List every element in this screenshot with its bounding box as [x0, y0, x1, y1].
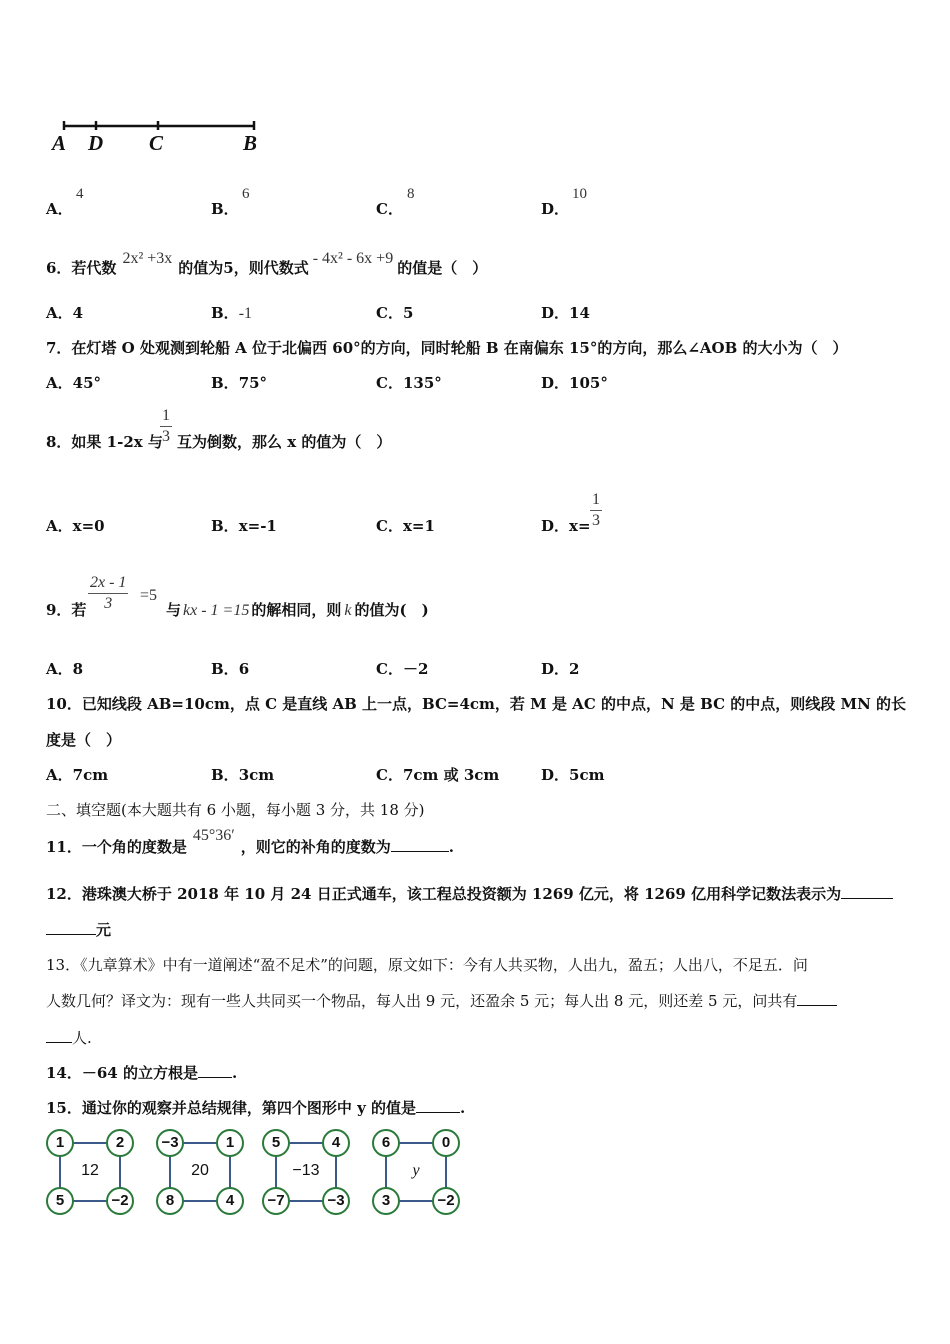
figure-1 — [44, 1127, 140, 1221]
q12-question-line2: 元 — [46, 920, 111, 940]
q9-equals: =5 — [140, 587, 158, 604]
q13-question-line1: 13．《九章算术》中有一道阐述“盈不足术”的问题，原文如下：今有人共买物，人出九，盈五；人出八，不足五．问 — [46, 956, 808, 974]
figure-node-tl: 6 — [372, 1129, 400, 1157]
q9-option-a[interactable]: A．8 — [46, 660, 84, 678]
q11-angle: 45°36′ — [192, 827, 235, 844]
q6-option-b[interactable]: B．-1 — [211, 304, 253, 322]
q8-option-c[interactable]: C．x=1 — [376, 517, 435, 535]
figure-4 — [370, 1127, 466, 1221]
q11-question: 11．一个角的度数是45°36′，则它的补角的度数为 . — [46, 827, 455, 856]
q9-question-prefix: 9．若 — [46, 601, 87, 619]
figure-node-bl: 5 — [46, 1187, 74, 1215]
q7-option-b[interactable]: B．75° — [211, 374, 268, 392]
q9-option-c[interactable]: C．－2 — [376, 660, 429, 678]
q5-option-a-value: 4 — [76, 186, 84, 202]
q12-answer-blank-2[interactable] — [46, 920, 96, 935]
q14-question: 14．－64 的立方根是 . — [46, 1064, 238, 1082]
section-2-heading: 二、填空题(本大题共有 6 小题，每小题 3 分，共 18 分) — [46, 801, 425, 819]
q13-question-line2: 人数几何？译文为：现有一些人共同买一个物品，每人出 9 元，还盈余 5 元；每人出 8 元，则还差 5 元，问共有 — [46, 991, 837, 1011]
q5-option-c-value: 8 — [407, 186, 415, 202]
q7-question: 7．在灯塔 O 处观测到轮船 A 位于北偏西 60°的方向，同时轮船 B 在南偏东 15°的方向，那么∠AOB 的大小为（ ） — [46, 339, 848, 357]
q6-option-d[interactable]: D．14 — [541, 304, 590, 322]
q6-question: 6．若代数2x² +3x的值为5，则代数式- 4x² - 6x +9的值是（ ） — [46, 250, 488, 277]
q10-option-d[interactable]: D．5cm — [541, 766, 605, 784]
q5-option-c[interactable]: C． — [376, 200, 403, 218]
point-d-label: D — [88, 131, 104, 155]
figure-node-br: −3 — [322, 1187, 350, 1215]
q13-answer-blank-1[interactable] — [797, 991, 837, 1006]
q7-option-c[interactable]: C．135° — [376, 374, 442, 392]
figure-2 — [154, 1127, 250, 1221]
q9-fraction: $\frac{2x - 1}{3}$ — [90, 574, 127, 612]
figure-node-tl: 1 — [46, 1129, 74, 1157]
q8-option-d-fraction: $\frac{1}{3}$ — [592, 491, 600, 529]
q8-question-suffix: 互为倒数，那么 x 的值为（ ） — [177, 433, 392, 451]
q10-option-a[interactable]: A．7cm — [46, 766, 109, 784]
q7-option-d[interactable]: D．105° — [541, 374, 608, 392]
figure-node-br: 4 — [216, 1187, 244, 1215]
q13-answer-blank-2[interactable] — [46, 1028, 72, 1043]
q8-option-a[interactable]: A．x=0 — [46, 517, 105, 535]
q5-option-d[interactable]: D． — [541, 200, 570, 218]
q10-question-line2: 度是（ ） — [46, 731, 122, 749]
q13-question-line3: 人. — [46, 1028, 92, 1048]
q8-option-d[interactable]: D．x= — [541, 517, 591, 535]
q12-question-line1: 12．港珠澳大桥于 2018 年 10 月 24 日正式通车，该工程总投资额为 1269 亿元，将 1269 亿用科学记数法表示为 — [46, 884, 893, 904]
figure-node-br: −2 — [106, 1187, 134, 1215]
figure-node-br: −2 — [432, 1187, 460, 1215]
q5-option-a[interactable]: A． — [46, 200, 73, 218]
figure-3 — [260, 1127, 356, 1221]
figure-center-value: −13 — [292, 1162, 320, 1179]
q10-option-c[interactable]: C．7cm 或 3cm — [376, 766, 500, 784]
point-a-label: A — [52, 131, 67, 155]
q6-expr2: - 4x² - 6x +9 — [312, 250, 394, 267]
q10-option-b[interactable]: B．3cm — [211, 766, 275, 784]
figure-node-tl: −3 — [156, 1129, 184, 1157]
q9-option-d[interactable]: D．2 — [541, 660, 580, 678]
q6-expr1: 2x² +3x — [122, 250, 173, 267]
q12-answer-blank-1[interactable] — [841, 884, 893, 899]
figure-node-tr: 1 — [216, 1129, 244, 1157]
point-c-label: C — [149, 131, 164, 155]
q14-answer-blank[interactable] — [198, 1063, 232, 1078]
q7-option-a[interactable]: A．45° — [46, 374, 102, 392]
figure-node-tr: 4 — [322, 1129, 350, 1157]
q6-option-c[interactable]: C．5 — [376, 304, 414, 322]
figure-node-bl: 8 — [156, 1187, 184, 1215]
q10-question-line1: 10．已知线段 AB=10cm，点 C 是直线 AB 上一点，BC=4cm，若 M 是 AC 的中点，N 是 BC 的中点，则线段 MN 的长 — [46, 695, 907, 713]
q9-question-rest: 与 kx - 1 =15 的解相同，则 k 的值为( ) — [166, 601, 429, 619]
q8-question-prefix: 8．如果 1-2x 与 — [46, 433, 163, 451]
figure-node-bl: −7 — [262, 1187, 290, 1215]
q9-option-b[interactable]: B．6 — [211, 660, 250, 678]
q5-option-b-value: 6 — [242, 186, 250, 202]
q11-answer-blank[interactable] — [391, 837, 449, 852]
q8-option-b[interactable]: B．x=-1 — [211, 517, 277, 535]
figure-node-tr: 0 — [432, 1129, 460, 1157]
figure-node-tl: 5 — [262, 1129, 290, 1157]
q8-fraction: $\frac{1}{3}$ — [162, 407, 170, 445]
figure-node-tr: 2 — [106, 1129, 134, 1157]
q6-option-a[interactable]: A．4 — [46, 304, 84, 322]
figure-center-value: 20 — [191, 1162, 209, 1179]
figure-center-value: y — [412, 1162, 420, 1179]
q5-option-d-value: 10 — [572, 186, 587, 202]
figure-node-bl: 3 — [372, 1187, 400, 1215]
point-b-label: B — [243, 131, 258, 155]
q5-option-b[interactable]: B． — [211, 200, 239, 218]
q15-answer-blank[interactable] — [416, 1098, 460, 1113]
q15-question: 15．通过你的观察并总结规律，第四个图形中 y 的值是 . — [46, 1099, 466, 1117]
figure-center-value: 12 — [81, 1162, 99, 1179]
